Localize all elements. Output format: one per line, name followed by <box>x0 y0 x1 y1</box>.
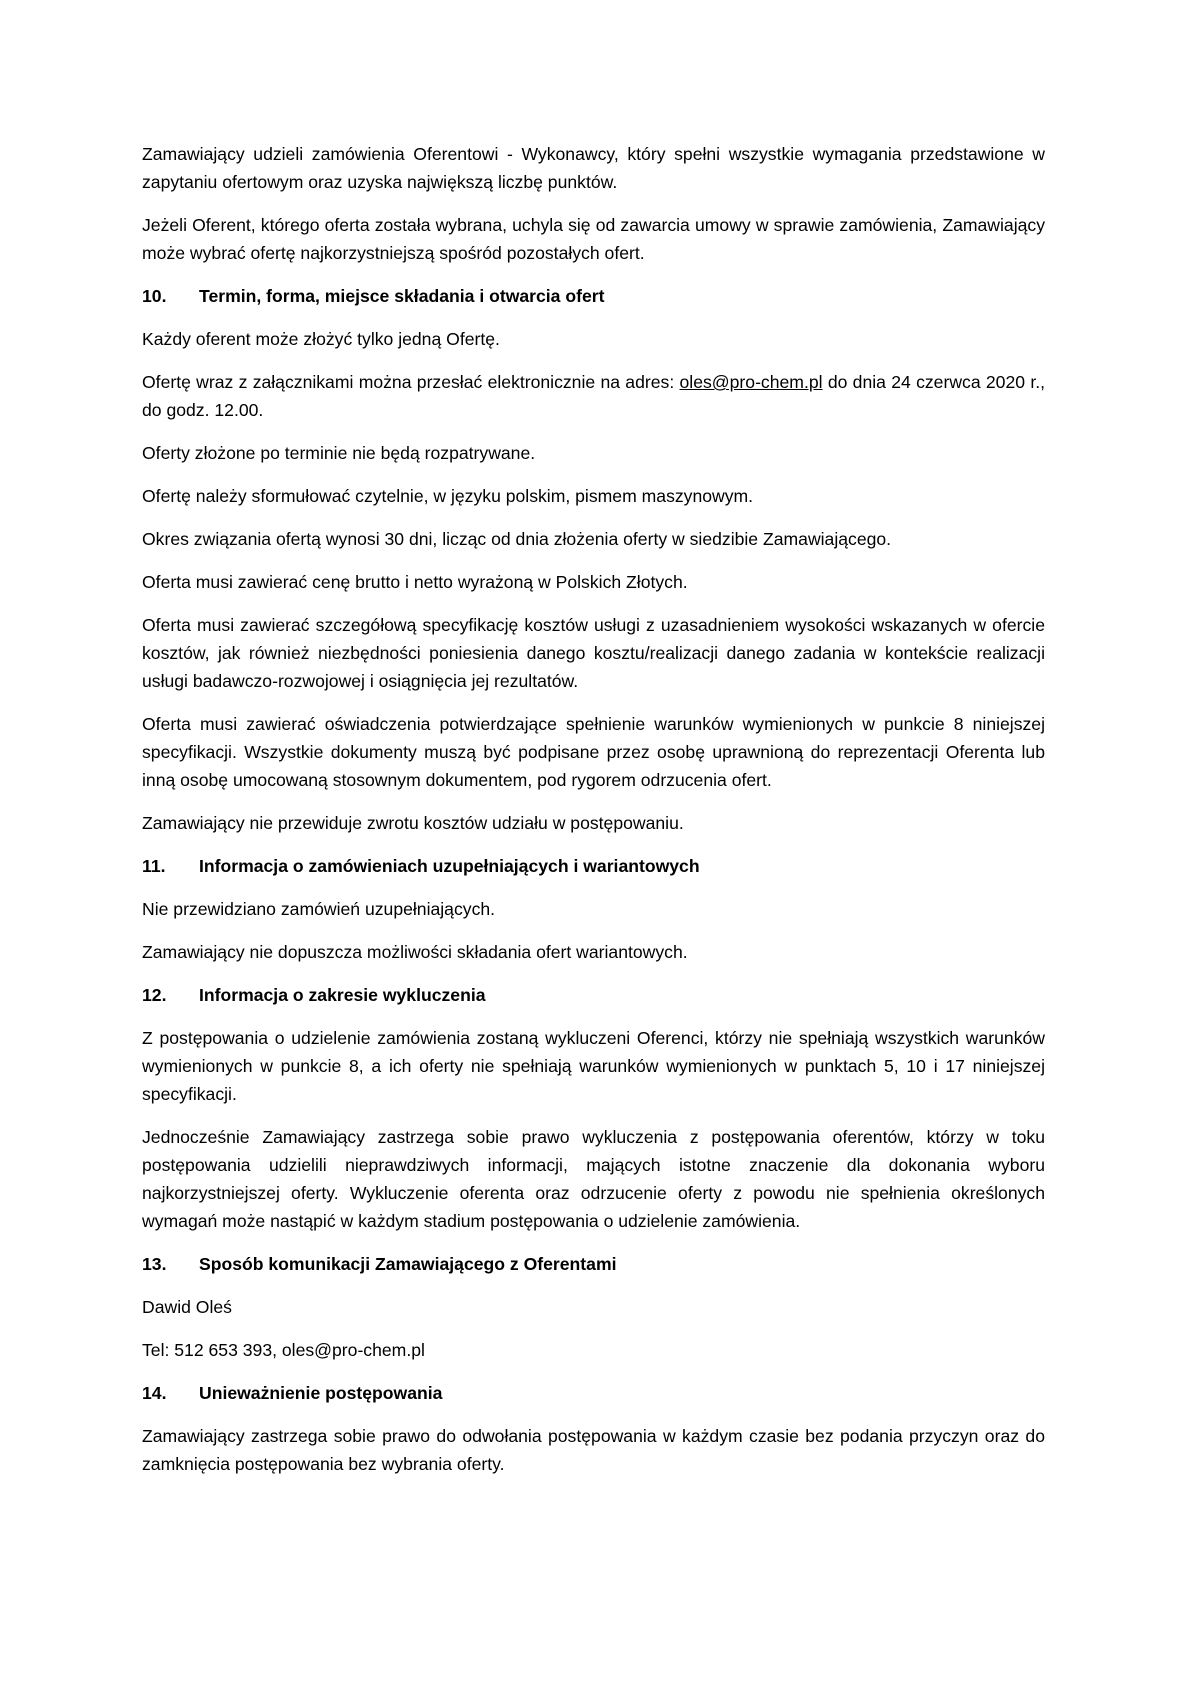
section-number: 13. <box>142 1254 167 1274</box>
section-title: Termin, forma, miejsce składania i otwarcia ofert <box>199 286 605 306</box>
paragraph: Zamawiający nie dopuszcza możliwości składania ofert wariantowych. <box>142 942 688 962</box>
section-title: Informacja o zamówieniach uzupełniających i wariantowych <box>199 856 700 876</box>
section-number: 11. <box>142 856 166 876</box>
section-heading-10 <box>142 282 1045 310</box>
paragraph: Jednocześnie Zamawiający zastrzega sobie prawo wykluczenia z postępowania oferentów, którzy w toku postępowania udzielili nieprawdziwych informacji, mających istotne znaczenie dla dokonania wyboru najkorzystniejszej oferty. Wykluczenie oferenta oraz odrzucenie oferty z powodu nie spełnienia określonych wymagań może nastąpić w każdym stadium postępowania o udzielenie zamówienia. <box>142 1127 1045 1231</box>
paragraph: Z postępowania o udzielenie zamówienia zostaną wykluczeni Oferenci, którzy nie spełniają wszystkich warunków wymienionych w punkcie 8, a ich oferty nie spełniają warunków wymienionych w punktach 5, 10 i 17 niniejszej specyfikacji. <box>142 1028 1045 1104</box>
section-heading-13 <box>142 1250 1045 1278</box>
contact-details: Tel: 512 653 393, oles@pro-chem.pl <box>142 1340 425 1360</box>
paragraph: Oferta musi zawierać szczegółową specyfikację kosztów usługi z uzasadnieniem wysokości wskazanych w ofercie kosztów, jak również niezbędności poniesienia danego kosztu/realizacji danego zadania w kontekście realizacji usługi badawczo-rozwojowej i osiągnięcia jej rezultatów. <box>142 615 1045 691</box>
paragraph: Nie przewidziano zamówień uzupełniających. <box>142 899 496 919</box>
paragraph: Okres związania ofertą wynosi 30 dni, licząc od dnia złożenia oferty w siedzibie Zamawiającego. <box>142 529 892 549</box>
paragraph: Oferta musi zawierać oświadczenia potwierdzające spełnienie warunków wymienionych w punkcie 8 niniejszej specyfikacji. Wszystkie dokumenty muszą być podpisane przez osobę uprawnioną do reprezentacji Oferenta lub inną osobę umocowaną stosownym dokumentem, pod rygorem odrzucenia ofert. <box>142 714 1045 790</box>
section-number: 10. <box>142 286 167 306</box>
email-link[interactable]: oles@pro-chem.pl <box>679 372 823 392</box>
paragraph-submission <box>142 368 1045 424</box>
contact-name: Dawid Oleś <box>142 1297 232 1317</box>
paragraph: Ofertę należy sformułować czytelnie, w języku polskim, pismem maszynowym. <box>142 486 754 506</box>
paragraph-award: Zamawiający udzieli zamówienia Oferentowi - Wykonawcy, który spełni wszystkie wymagania przedstawione w zapytaniu ofertowym oraz uzyska największą liczbę punktów. <box>142 144 1045 192</box>
section-number: 12. <box>142 985 167 1005</box>
section-title: Unieważnienie postępowania <box>199 1383 443 1403</box>
paragraph-text: Ofertę wraz z załącznikami można przesłać elektronicznie na adres: <box>142 372 680 392</box>
paragraph: Oferta musi zawierać cenę brutto i netto wyrażoną w Polskich Złotych. <box>142 572 688 592</box>
paragraph: Zamawiający nie przewiduje zwrotu kosztów udziału w postępowaniu. <box>142 813 684 833</box>
section-heading-12 <box>142 981 1045 1009</box>
paragraph: Zamawiający zastrzega sobie prawo do odwołania postępowania w każdym czasie bez podania przyczyn oraz do zamknięcia postępowania bez wybrania oferty. <box>142 1426 1045 1474</box>
section-title: Informacja o zakresie wykluczenia <box>199 985 486 1005</box>
section-number: 14. <box>142 1383 167 1403</box>
section-heading-11 <box>142 852 1045 880</box>
paragraph: Każdy oferent może złożyć tylko jedną Ofertę. <box>142 329 500 349</box>
paragraph: Oferty złożone po terminie nie będą rozpatrywane. <box>142 443 536 463</box>
paragraph-text: do dnia 24 czerwca 2020 r., do godz. 12.00. <box>142 372 1045 420</box>
section-title: Sposób komunikacji Zamawiającego z Oferentami <box>199 1254 617 1274</box>
section-heading-14 <box>142 1379 1045 1407</box>
paragraph-refusal: Jeżeli Oferent, którego oferta została wybrana, uchyla się od zawarcia umowy w sprawie zamówienia, Zamawiający może wybrać ofertę najkorzystniejszą spośród pozostałych ofert. <box>142 215 1045 263</box>
